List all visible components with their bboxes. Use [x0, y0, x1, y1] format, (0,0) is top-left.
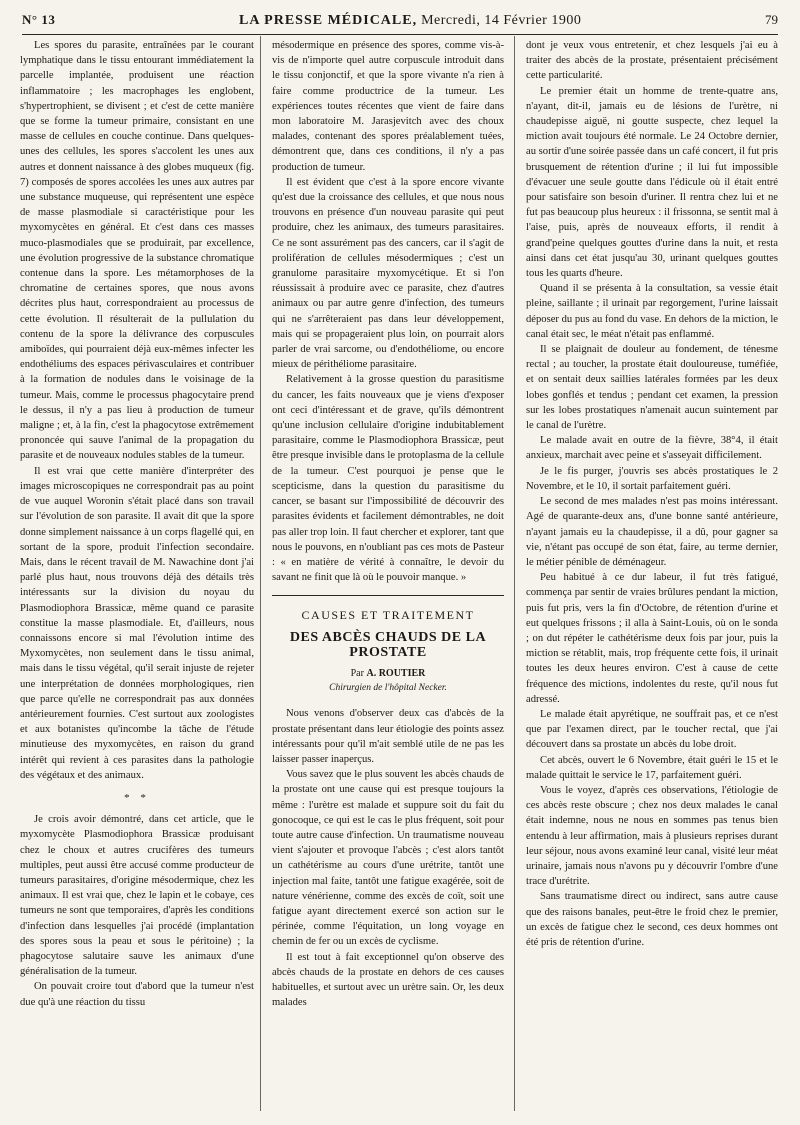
article-separator-rule — [272, 595, 504, 596]
paragraph: dont je veux vous entretenir, et chez lesquels j'ai eu à traiter des abcès de la prostate, présentaient précisément cette particularité. — [526, 40, 778, 82]
paragraph: Il est vrai que cette manière d'interpréter des images microscopiques ne correspondrait pas au point de vue auquel Woronin s'était placé dans son travail sur l'évolution de son parasite. Il avait dit que la spore donne simplement naissance à un corps flagellé qui, en sortant de la spore, produit l'infection secondaire. Mais, dans le récent travail de M. Nawachine dont j'ai parlé plus haut, nous trouvons déjà des détails très intéressants sur la division du noyau du Plasmodiophora Brassicæ, même quand ce parasite constitue la masse plasmodiale. Et, d'ailleurs, nous connaissons encore si mal l'évolution intime des Myxomycètes, non seulement dans le tissu animal, mais dans le tissu végétal, qu'il serait injuste de rejeter une interprétation de données morphologiques, rien que parce qu'elle ne correspondrait pas aux données antérieurement fournies. C'est surtout aux zoologistes et aux botanistes qu'incombe la tâche de l'étude minutieuse des myxomycètes, en raison du grand intérêt qui revient à ces parasites dans la pathologie des végétaux et des animaux. — [20, 465, 254, 781]
paragraph: Les spores du parasite, entraînées par le courant lymphatique dans le tissu entourant immédiatement la parcelle implantée, produisent une réaction inflammatoire ; les macrophages les englobent, s'hypertrophient, se divisent ; et c'est de cette manière que se forme la tumeur primaire, consistant en une masse de cellules en couche continue. Dans quelques-unes des cellules, les spores s'accolent les unes aux autres et donnent naissance à des globes muqueux (fig. 7) composés de spores accolées les unes aux autres par une substance muqueuse, qui représentent une espèce de masse plasmodiale si caractéristique pour les myxomycètes en général. Et c'est dans ces masses muco-plasmodiales que se produirait, par excellence, une évolution progressive de la substance chromatique contenue dans la spore. Les métamorphoses de la chromatine de certaines spores, que nous avons décrites plus haut, correspondraient au processus de cette évolution. Il résulterait de la pullulation du contenu de la spore la délivrance des corpuscules amiboïdes, qui pourraient déjà eux-mêmes infecter les endothéliums des espaces périvasculaires et contribuer à la formation de nodules dans le voisinage de la tumeur. Mais, comme le processus phagocytaire prend le dessus, il n'y a pas lieu à production de tumeur maligne ; et, à la fin, c'est la phagocytose extrêmement prononcée qui sauve l'animal de la propagation du parasite et de nouveaux nodules stables de la tumeur. — [20, 40, 254, 462]
paragraph: Le second de mes malades n'est pas moins intéressant. Agé de quarante-deux ans, d'une bonne santé antérieure, n'ayant jamais eu la chaudepisse, il a dû, pour gagner sa vie, n'étant pas occupé de son état, faire, au terme dernier, le métier pénible de déménageur. — [526, 496, 778, 568]
page-header — [22, 12, 778, 34]
paragraph: Je le fis purger, j'ouvris ses abcès prostatiques le 2 Novembre, et le 10, il sortait parfaitement guéri. — [526, 465, 778, 492]
paragraph: Nous venons d'observer deux cas d'abcès de la prostate présentant dans leur étiologie des points assez intéressants pour qu'il m'ait semblé utile de ne pas les laisser passer inaperçus. — [272, 708, 504, 765]
paragraph: On pouvait croire tout d'abord que la tumeur n'est due qu'à une réaction du tissu — [20, 981, 254, 1008]
author-name: A. ROUTIER — [366, 667, 426, 679]
paragraph: Il est tout à fait exceptionnel qu'on observe des abcès chauds de la prostate en dehors de ces causes habituelles, et surtout avec un urètre sain. Or, les deux malades — [272, 951, 504, 1009]
paragraph: Le premier était un homme de trente-quatre ans, n'ayant, dit-il, jamais eu de lésions de l'urètre, ni chaudepisse aiguë, ni goutte suspecte, chez lequel la miction avait toujours été normale. Le 24 Octobre dernier, au sortir d'une soirée passée dans un café concert, il fut pris brusquement de rétention d'urine ; il lui fut impossible d'évacuer une seule goutte dans l'édicule où il était entré pour satisfaire son besoin d'uriner. Il rentra chez lui et ne fut pas beaucoup plus heureux : il frissonna, se sentit mal à l'aise, puis, après de nouveaux efforts, il rendit à grand'peine quelques gouttes d'urine dans la nuit, et resta ainsi dans cet état jusqu'au 30, urinant quelques gouttes tous les quarts d'heure. — [526, 85, 778, 280]
column-divider-1 — [260, 36, 261, 1111]
paragraph: Je crois avoir démontré, dans cet article, que le myxomycète Plasmodiophora Brassicæ produisant chez le choux et autres crucifères des tumeurs multiples, peut aussi être accusé comme producteur de tumeurs parasitaires, d'origine mésodermique, chez les animaux. Il est vrai que, chez le lapin et le cobaye, ces tumeurs ne sont que temporaires, d'après les conditions d'infection dans lesquelles j'ai procédé (implantation des spores sous la peau et sous le péritoine) ; la phagocytose salutaire sauve les animaux d'une généralisation de la tumeur. — [20, 814, 254, 978]
section-separator: * * — [124, 791, 150, 804]
paragraph: Il se plaignait de douleur au fondement, de ténesme rectal ; au toucher, la prostate était douloureuse, tuméfiée, et on sentait deux saillies latérales formées par les deux lobes gonflés et tendus ; pendant cet examen, la pression sur les lobes prostatiques n'amenait aucun suintement par le canal de l'urètre. — [526, 344, 778, 432]
author-affiliation: Chirurgien de l'hôpital Necker. — [329, 683, 447, 694]
column-3 — [526, 38, 778, 1111]
column-1 — [20, 38, 254, 1111]
issue-date: Mercredi, 14 Février 1900 — [421, 13, 582, 28]
header-rule — [22, 34, 778, 35]
masthead — [239, 13, 581, 29]
paragraph: Sans traumatisme direct ou indirect, sans autre cause que des raisons banales, peut-être le froid chez le premier, un excès de fatigue chez le second, ces deux hommes ont été pris de rétention d'urine. — [526, 891, 778, 948]
page-number: 79 — [764, 12, 778, 27]
paragraph: Vous savez que le plus souvent les abcès chauds de la prostate ont une cause qui est presque toujours la même : l'urètre est malade et suppure soit du fait du gonocoque, ce qui est le cas le plus fréquent, soit pour toute autre cause d'infection. Un traumatisme nouveau vient s'ajouter et provoque l'abcès ; c'est alors tantôt un cathétérisme au cours d'une urétrite, tantôt une injection mal faite, tantôt une fatigue exagérée, soit de nature vénérienne, comme des excès de coït, soit une fatigue ayant directement exercé son action sur le périnée, comme l'équitation, un long voyage en chemin de fer ou un excès de cyclisme. — [272, 769, 504, 948]
column-2 — [272, 38, 504, 1111]
paragraph: mésodermique en présence des spores, comme vis-à-vis de n'importe quel autre corpuscule introduit dans le tissu conjonctif, et que la spore vivante n'a rien à faire comme productrice de la tumeur. Les expériences toutes récentes que vient de faire dans mon laboratoire M. Jarasjevitch avec des choux malades, contenant des spores préalablement tuées, démontrent que, dans ces conditions, il n'y a pas production de tumeur. — [272, 40, 504, 173]
column-divider-2 — [514, 36, 515, 1111]
paragraph: Relativement à la grosse question du parasitisme du cancer, les faits nouveaux que je viens d'exposer ont ceci d'intéressant et de grave, qu'ils démontrent qu'une inclusion cellulaire d'origine indubitablement parasitaire, comme le Plasmodiophora Brassicæ, peut être presque invisible dans le protoplasma de la cellule de la tumeur. C'est pourquoi je pense que le scepticisme, dans la question du parasitisme du cancer, se basant sur l'impossibilité de découvrir des parasites évidents et facilement démontrables, ne doit pas aller trop loin. Il faut chercher et explorer, tant que nous le pouvons, en n'oubliant pas ces mots de Pasteur : « en matière de vérité à connaître, le devoir du savant ne finit que là où le pouvoir manque. » — [272, 374, 504, 584]
paragraph: Le malade était apyrétique, ne souffrait pas, et ce n'est que par l'examen direct, par le toucher rectal, que j'ai découvert dans sa prostate un abcès du lobe droit. — [526, 708, 778, 751]
paragraph: Il est évident que c'est à la spore encore vivante qu'est due la croissance des cellules, et que nous nous trouvons en présence d'un nouveau parasite qui peut produire, chez les animaux, des tumeurs parasitaires. Ce ne sont assurément pas des cancers, car il s'agit de prolifération de cellules mésodermiques ; c'est un granulome parasitaire myxomycétique. Et si l'on réussissait à produire avec ce parasite, chez d'autres animaux ou par autre genre d'infection, des tumeurs qui ne s'arrêteraient pas dans leur développement, mais qui se propageraient plus loin, on pourrait alors parler de vrai sarcome, ou d'endothéliome, ou encore mieux de périthéliome parasitaire. — [272, 176, 504, 371]
journal-name: LA PRESSE MÉDICALE, — [239, 13, 418, 28]
paragraph: Le malade avait en outre de la fièvre, 38°4, il était anxieux, marchait avec peine et s'asseyait difficilement. — [526, 435, 778, 462]
paragraph: Quand il se présenta à la consultation, sa vessie était pleine, saillante ; il urinait par regorgement, l'urine laissait déposer du pus au fond du vase. En dehors de la miction, le canal était sec, le méat n'était pas enflammé. — [526, 283, 778, 340]
paragraph: Peu habitué à ce dur labeur, il fut très fatigué, commença par sentir de vraies brûlures pendant la miction, puis fut pris, vers la fin d'Octobre, de rétention d'urine et eut quelques frissons ; il alla à Saint-Louis, où on le sonda ; on dut répéter le cathétérisme deux fois par jour, puis la miction se rétablit, mais, trop fréquente cette fois, il urinait toutes les deux heures environ. C'est à cause de cette fréquence des mictions, indolentes du reste, qu'il nous fut adressé. — [526, 572, 778, 705]
article-kicker: CAUSES ET TRAITEMENT — [301, 608, 475, 623]
byline-prefix: Par — [350, 667, 367, 679]
issue-number: N° 13 — [22, 12, 56, 27]
paragraph: Cet abcès, ouvert le 6 Novembre, était guéri le 15 et le malade quittait le service le 17, parfaitement guéri. — [526, 754, 778, 781]
paragraph: Vous le voyez, d'après ces observations, l'étiologie de ces abcès reste obscure ; chez nos deux malades le canal était indemne, nous ne nous en sommes pas tenus bien entendu à leur affirmation, mais à plusieurs reprises durant leur séjour, nous avons examiné leur canal, visité leur méat urinaire, jamais nous n'avons pu y découvrir l'ombre d'une trace d'urétrite. — [526, 784, 778, 888]
article-title: DES ABCÈS CHAUDS DE LA PROSTATE — [289, 629, 487, 660]
article-byline — [272, 666, 504, 681]
